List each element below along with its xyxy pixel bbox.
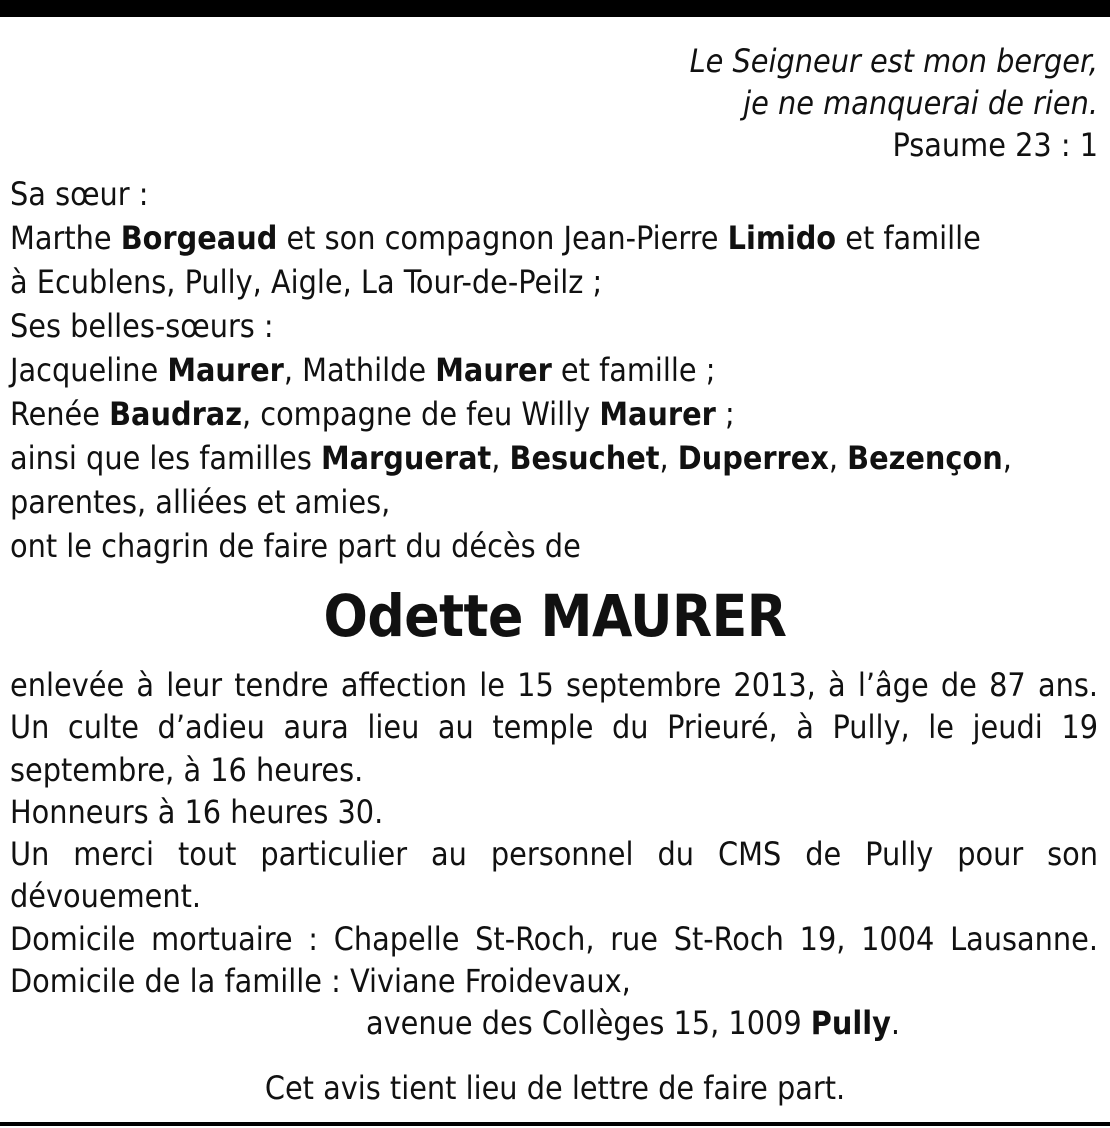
connector-text: et famille ; (551, 351, 716, 389)
sisters-in-law-heading: Ses belles-sœurs : (10, 307, 274, 345)
honors-line: Honneurs à 16 heures 30. (10, 792, 384, 831)
family-line-jacqueline (10, 348, 1098, 392)
closing-note: Cet avis tient lieu de lettre de faire part. (264, 1069, 846, 1107)
family-home-address: avenue des Collèges 15, 1009 (366, 1004, 811, 1043)
family-home-name: Viviane Froidevaux, (349, 962, 631, 1001)
surname: Limido (727, 219, 837, 257)
mortuary-line: Domicile mortuaire : Chapelle St-Roch, rue St-Roch 19, 1004 Lausanne. (10, 919, 1098, 958)
service-paragraph: Un culte d’adieu aura lieu au temple du Prieuré, à Pully, le jeudi 19 septembre, à 16 heures. (10, 708, 1098, 789)
epigraph-reference: Psaume 23 : 1 (892, 126, 1098, 164)
separator: , (1002, 439, 1012, 477)
connector-text: ; (715, 395, 735, 433)
epigraph-line-1: Le Seigneur est mon berger, (689, 42, 1098, 80)
connector-text: et son compagnon Jean-Pierre (277, 219, 728, 257)
family-home-label: Domicile de la famille : (10, 962, 350, 1001)
passing-line: enlevée à leur tendre affection le 15 septembre 2013, à l’âge de 87 ans. (10, 666, 1098, 704)
family-home-town: Pully (810, 1004, 891, 1043)
family-towns: à Ecublens, Pully, Aigle, La Tour-de-Peilz ; (10, 263, 603, 301)
separator: . (890, 1004, 900, 1043)
surname: Baudraz (109, 395, 242, 433)
surname: Borgeaud (120, 219, 278, 257)
first-name: Marthe (10, 219, 121, 257)
surname: Maurer (167, 351, 284, 389)
family-line-marthe (10, 216, 1098, 260)
separator: , (659, 439, 678, 477)
connector-text: , Mathilde (283, 351, 436, 389)
surname: Duperrex (677, 439, 829, 477)
surname: Besuchet (509, 439, 660, 477)
deceased-name: Odette MAURER (323, 582, 787, 650)
connector-text: et famille (836, 219, 981, 257)
separator: , (828, 439, 848, 477)
separator: , (491, 439, 510, 477)
surname: Marguerat (320, 439, 492, 477)
thanks-paragraph: Un merci tout particulier au personnel du CMS de Pully pour son dévouement. (10, 835, 1098, 916)
relatives-line: parentes, alliées et amies, (10, 483, 391, 521)
announcement-line: ont le chagrin de faire part du décès de (10, 527, 581, 565)
family-home-address-line (10, 1002, 1098, 1044)
family-home-line (10, 960, 1098, 1002)
surname: Maurer (435, 351, 552, 389)
notice-details (10, 664, 1098, 1045)
sister-heading: Sa sœur : (10, 175, 149, 213)
connector-text: , compagne de feu Willy (241, 395, 600, 433)
bottom-border-rule (0, 1122, 1110, 1126)
connector-text: ainsi que les familles (10, 439, 321, 477)
family-list (10, 172, 1098, 568)
first-name: Renée (10, 395, 110, 433)
epigraph (690, 40, 1098, 166)
family-line-renee (10, 392, 1098, 436)
top-border-rule (0, 0, 1110, 17)
family-line-families (10, 436, 1098, 480)
surname: Bezençon (847, 439, 1003, 477)
surname: Maurer (599, 395, 716, 433)
first-name: Jacqueline (10, 351, 168, 389)
epigraph-line-2: je ne manquerai de rien. (743, 84, 1098, 122)
